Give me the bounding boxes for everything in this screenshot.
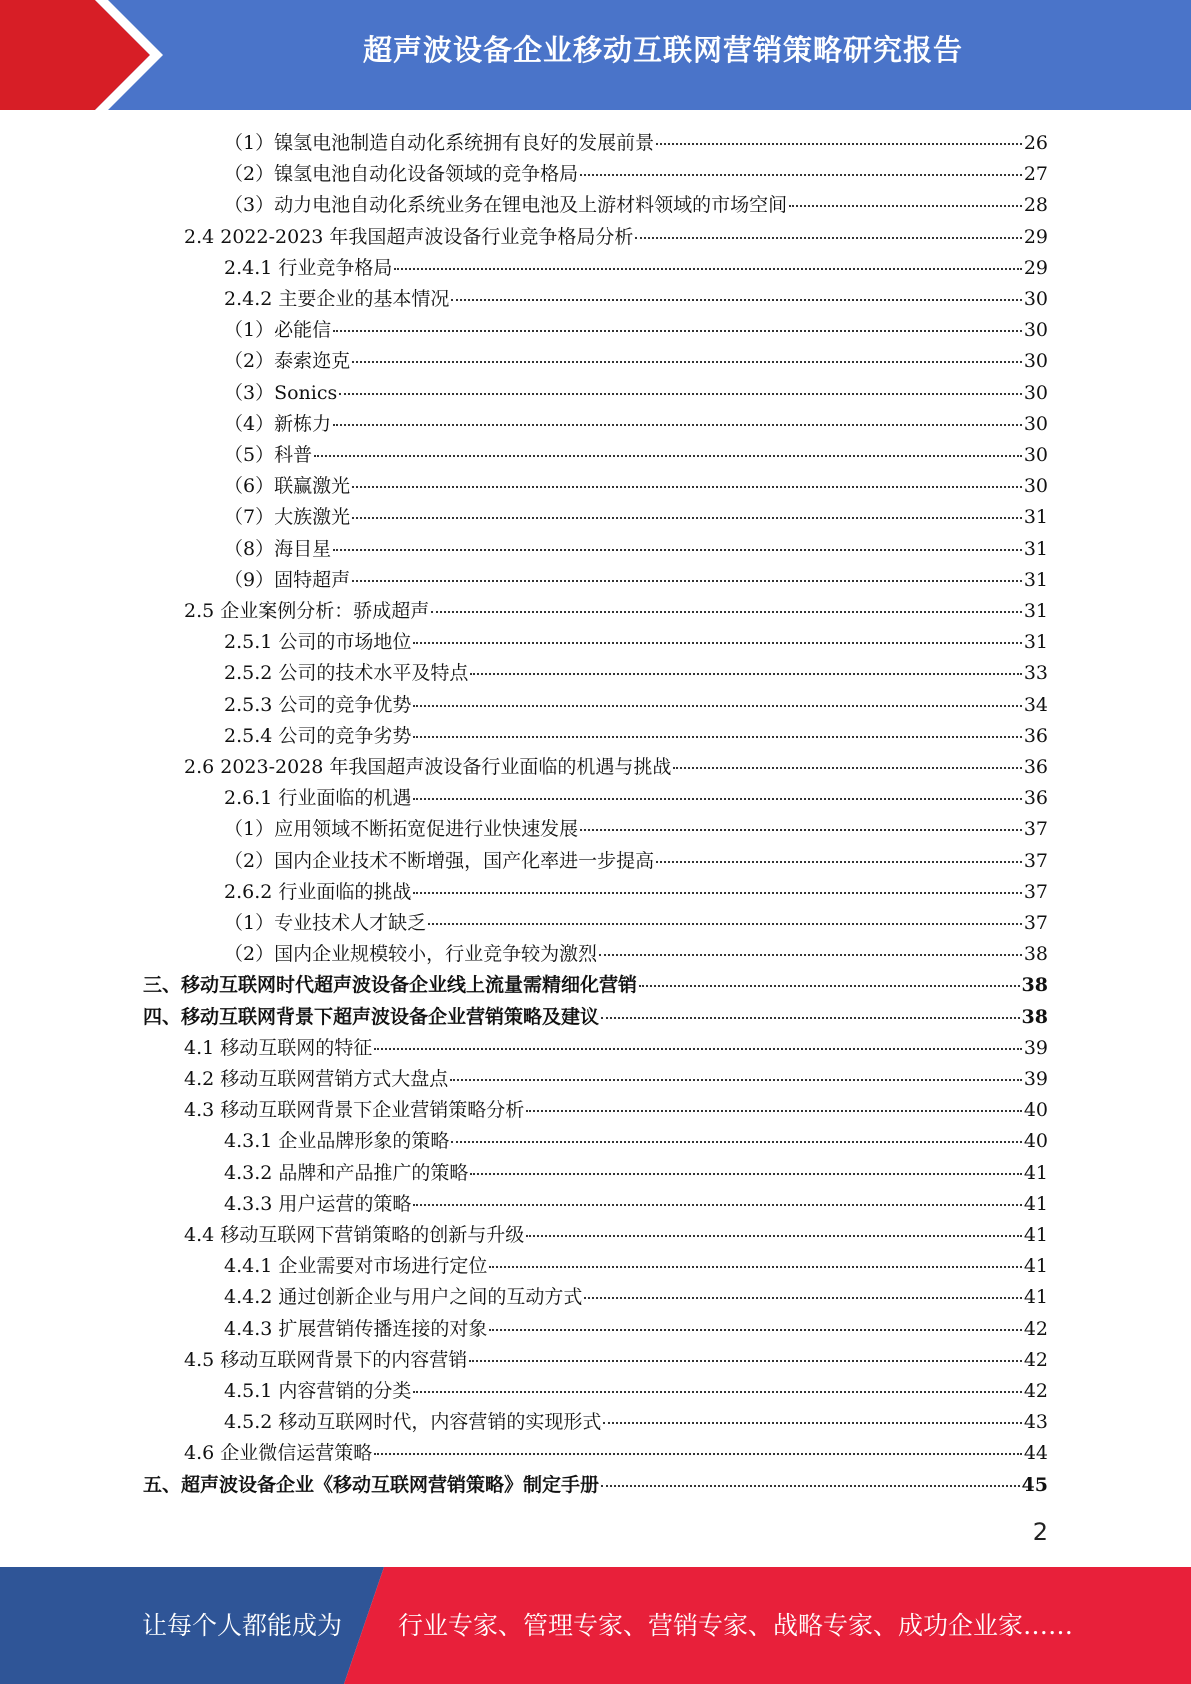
toc-entry-row [184,1438,1048,1469]
toc-entry-title: （8）海目星 [224,537,332,560]
toc-entry-row [224,1251,1048,1282]
toc-entry-title: （1）镍氢电池制造自动化系统拥有良好的发展前景 [224,132,655,154]
toc-entry[interactable] [0,378,1191,409]
toc-entry[interactable] [0,627,1191,658]
toc-entry-page: 37 [1023,849,1048,872]
toc-entry-page: 40 [1023,1099,1048,1122]
toc-entry-row [184,1064,1048,1095]
toc-entry-title: （2）国内企业技术不断增强，国产化率进一步提高 [224,849,655,872]
toc-entry-title: （1）应用领域不断拓宽促进行业快速发展 [224,818,579,841]
toc-entry-title: 2.5.1 公司的市场地位 [224,631,412,654]
toc-entry-title: 2.5.2 公司的技术水平及特点 [224,662,469,685]
toc-entry-row [224,1189,1048,1220]
toc-entry-title: 4.4.1 企业需要对市场进行定位 [224,1255,488,1278]
toc-entry-title: （4）新栋力 [224,412,332,435]
toc-entry-page: 31 [1023,631,1048,654]
toc-entry-page: 36 [1023,787,1048,810]
toc-entry[interactable] [0,409,1191,440]
toc-entry-page: 41 [1023,1161,1048,1184]
toc-dot-leader [656,861,1022,863]
toc-entry-title: 4.3.3 用户运营的策略 [224,1192,412,1215]
toc-entry-title: （2）国内企业规模较小，行业竞争较为激烈 [224,943,598,966]
toc-dot-leader [469,1360,1022,1362]
toc-entry-page: 31 [1023,568,1048,591]
toc-entry-page: 45 [1021,1473,1048,1496]
toc-entry-page: 29 [1023,225,1048,248]
toc-entry-row [224,1314,1048,1345]
toc-entry-title: （7）大族激光 [224,506,351,529]
toc-entry-page: 31 [1023,506,1048,529]
report-title: 超声波设备企业移动互联网营销策略研究报告 [362,33,963,67]
toc-entry[interactable] [0,190,1191,221]
toc-entry-page: 31 [1023,600,1048,622]
toc-entry-row [224,908,1048,939]
toc-entry-page: 38 [1023,943,1048,966]
toc-dot-leader [431,611,1022,613]
toc-dot-leader [352,486,1022,488]
toc-entry-row [184,222,1048,253]
toc-entry-page: 36 [1023,756,1048,778]
toc-dot-leader [580,174,1022,176]
toc-entry-title: （1）必能信 [224,319,332,342]
toc-entry-row [184,1033,1048,1064]
toc-entry[interactable] [0,939,1191,970]
toc-entry-title: 4.4.2 通过创新企业与用户之间的互动方式 [224,1286,583,1309]
toc-entry[interactable] [0,502,1191,533]
toc-entry-row [143,1470,1048,1501]
toc-entry-title: 2.4.2 主要企业的基本情况 [224,288,450,310]
toc-entry-row [184,752,1048,783]
toc-entry[interactable] [0,284,1191,315]
toc-entry-row [224,565,1048,596]
toc-entry[interactable] [0,1002,1191,1033]
toc-entry-page: 37 [1023,818,1048,841]
toc-dot-leader [601,1485,1020,1487]
toc-entry-title: 4.2 移动互联网营销方式大盘点 [184,1068,449,1090]
toc-entry-page: 34 [1023,693,1048,716]
toc-entry-page: 33 [1023,662,1048,685]
toc-dot-leader [333,549,1022,551]
toc-entry-row [224,783,1048,814]
toc-entry-row [224,1407,1048,1438]
toc-entry[interactable] [0,1220,1191,1251]
toc-entry[interactable] [0,877,1191,908]
toc-entry-page: 42 [1023,1348,1048,1371]
toc-entry-page: 42 [1023,1317,1048,1340]
toc-entry-row [224,378,1048,409]
toc-entry-page: 26 [1023,132,1048,154]
toc-dot-leader [413,1391,1021,1393]
toc-dot-leader [584,1297,1021,1299]
toc-entry-page: 39 [1023,1036,1048,1059]
toc-entry-row [224,939,1048,970]
toc-entry-title: 4.5 移动互联网背景下的内容营销 [184,1348,468,1371]
toc-entry-title: （3）动力电池自动化系统业务在锂电池及上游材料领域的市场空间 [224,194,788,217]
toc-entry-title: 2.5.4 公司的竞争劣势 [224,724,412,747]
toc-dot-leader [451,1141,1021,1143]
toc-entry-title: 4.5.2 移动互联网时代，内容营销的实现形式 [224,1411,602,1434]
toc-dot-leader [394,268,1021,270]
toc-entry[interactable] [0,1033,1191,1064]
toc-entry[interactable] [0,1470,1191,1501]
toc-entry-title: 4.3.1 企业品牌形象的策略 [224,1130,450,1153]
toc-entry-page: 30 [1023,444,1048,466]
toc-entry[interactable] [0,1282,1191,1313]
toc-entry-page: 30 [1023,350,1048,373]
toc-entry-row [184,1345,1048,1376]
toc-entry-title: （1）专业技术人才缺乏 [224,912,427,934]
toc-entry-title: （5）科普 [224,444,313,466]
toc-entry-page: 41 [1023,1192,1048,1215]
toc-entry-page: 41 [1023,1255,1048,1278]
toc-entry-row [224,471,1048,502]
report-header [0,0,1191,110]
toc-entry-row [224,1126,1048,1157]
toc-dot-leader [374,1453,1022,1455]
toc-dot-leader [413,736,1021,738]
toc-entry-page: 30 [1023,319,1048,342]
toc-entry[interactable] [0,440,1191,471]
toc-entry[interactable] [0,346,1191,377]
toc-entry[interactable] [0,1345,1191,1376]
toc-entry[interactable] [0,222,1191,253]
toc-entry[interactable] [0,783,1191,814]
toc-entry-page: 37 [1023,912,1048,934]
toc-entry[interactable] [0,1407,1191,1438]
toc-entry-row [224,1158,1048,1189]
toc-entry-row [143,970,1048,1001]
report-footer [0,1567,1191,1684]
toc-dot-leader [526,1235,1022,1237]
toc-entry[interactable] [0,1251,1191,1282]
toc-entry-row [224,534,1048,565]
toc-entry-title: 4.6 企业微信运营策略 [184,1442,373,1465]
toc-entry-page: 29 [1023,256,1048,279]
toc-entry[interactable] [0,690,1191,721]
toc-entry-title: 2.5 企业案例分析：骄成超声 [184,600,430,622]
toc-entry-row [224,1282,1048,1313]
toc-entry-title: 2.4 2022-2023 年我国超声波设备行业竞争格局分析 [184,225,634,248]
toc-entry[interactable] [0,128,1191,159]
toc-dot-leader [450,1079,1022,1081]
toc-entry-row [224,315,1048,346]
toc-entry-title: （2）镍氢电池自动化设备领域的竞争格局 [224,163,579,186]
toc-entry-row [224,409,1048,440]
toc-entry-row [143,1002,1048,1033]
toc-entry-title: 4.4 移动互联网下营销策略的创新与升级 [184,1224,525,1246]
toc-entry-title: （3）Sonics [224,381,338,404]
toc-dot-leader [603,1422,1021,1424]
toc-entry[interactable] [0,1189,1191,1220]
toc-dot-leader [413,642,1021,644]
toc-dot-leader [601,1017,1020,1019]
toc-entry-row [224,346,1048,377]
toc-dot-leader [352,361,1022,363]
toc-entry-page: 27 [1023,163,1048,186]
toc-entry-page: 28 [1023,194,1048,217]
toc-dot-leader [489,1266,1021,1268]
toc-dot-leader [599,954,1022,956]
toc-entry-row [224,502,1048,533]
toc-entry-title: 四、移动互联网背景下超声波设备企业营销策略及建议 [143,1005,600,1028]
toc-entry-row [224,128,1048,159]
toc-entry[interactable] [0,534,1191,565]
toc-entry[interactable] [0,752,1191,783]
toc-entry-title: （6）联赢激光 [224,475,351,498]
toc-entry[interactable] [0,1126,1191,1157]
toc-entry[interactable] [0,253,1191,284]
page-number: 2 [1032,1518,1048,1546]
toc-entry-page: 30 [1023,412,1048,435]
toc-entry-page: 42 [1023,1380,1048,1402]
toc-dot-leader [428,923,1022,925]
toc-entry[interactable] [0,471,1191,502]
toc-dot-leader [413,1204,1021,1206]
toc-entry[interactable] [0,1095,1191,1126]
toc-entry[interactable] [0,159,1191,190]
toc-entry[interactable] [0,658,1191,689]
toc-dot-leader [352,580,1022,582]
toc-entry-row [224,814,1048,845]
toc-entry-title: （2）泰索迩克 [224,350,351,373]
toc-entry-title: 三、移动互联网时代超声波设备企业线上流量需精细化营销 [143,974,638,997]
toc-dot-leader [374,1048,1022,1050]
toc-entry-row [224,1376,1048,1407]
toc-entry-page: 38 [1021,974,1048,997]
toc-entry-title: 2.5.3 公司的竞争优势 [224,693,412,716]
toc-entry-page: 41 [1023,1286,1048,1309]
toc-entry-row [184,596,1048,627]
toc-dot-leader [352,517,1022,519]
toc-dot-leader [413,798,1021,800]
toc-entry-row [224,658,1048,689]
toc-entry-row [184,1095,1048,1126]
toc-dot-leader [413,892,1021,894]
toc-dot-leader [470,1173,1021,1175]
toc-entry-title: 4.3 移动互联网背景下企业营销策略分析 [184,1099,525,1122]
toc-dot-leader [656,143,1022,145]
toc-entry-row [224,159,1048,190]
toc-entry-title: （9）固特超声 [224,568,351,591]
toc-entry[interactable] [0,596,1191,627]
toc-entry[interactable] [0,1158,1191,1189]
toc-entry-page: 43 [1023,1411,1048,1434]
toc-entry-row [224,284,1048,315]
toc-entry-title: 五、超声波设备企业《移动互联网营销策略》制定手册 [143,1473,600,1496]
toc-entry-page: 37 [1023,880,1048,903]
toc-entry-row [224,440,1048,471]
toc-entry[interactable] [0,315,1191,346]
footer-slogan-right: 行业专家、管理专家、营销专家、战略专家、成功企业家…… [398,1611,1074,1640]
toc-dot-leader [789,205,1022,207]
toc-entry[interactable] [0,1438,1191,1469]
toc-dot-leader [333,424,1022,426]
toc-entry-page: 41 [1023,1224,1048,1246]
toc-entry[interactable] [0,1064,1191,1095]
toc-entry-page: 39 [1023,1068,1048,1090]
toc-dot-leader [339,393,1022,395]
toc-entry[interactable] [0,970,1191,1001]
toc-entry[interactable] [0,846,1191,877]
toc-entry-title: 2.6.1 行业面临的机遇 [224,787,412,810]
toc-entry-page: 30 [1023,381,1048,404]
toc-dot-leader [489,1329,1021,1331]
toc-entry-row [224,190,1048,221]
toc-entry-title: 4.1 移动互联网的特征 [184,1036,373,1059]
toc-entry[interactable] [0,721,1191,752]
toc-dot-leader [580,829,1022,831]
toc-entry[interactable] [0,814,1191,845]
toc-entry[interactable] [0,908,1191,939]
toc-entry-page: 30 [1023,288,1048,310]
toc-entry-title: 4.3.2 品牌和产品推广的策略 [224,1161,469,1184]
toc-dot-leader [451,299,1021,301]
toc-entry-title: 4.5.1 内容营销的分类 [224,1380,412,1402]
toc-entry-row [224,877,1048,908]
toc-entry-row [224,721,1048,752]
footer-slogan-left: 让每个人都能成为 [142,1611,343,1640]
toc-entry-row [224,253,1048,284]
toc-entry-title: 2.6 2023-2028 年我国超声波设备行业面临的机遇与挑战 [184,756,672,778]
toc-entry[interactable] [0,1314,1191,1345]
toc-dot-leader [639,985,1020,987]
toc-entry-page: 36 [1023,724,1048,747]
toc-entry-page: 40 [1023,1130,1048,1153]
toc-dot-leader [635,237,1021,239]
toc-entry[interactable] [0,565,1191,596]
toc-entry-title: 4.4.3 扩展营销传播连接的对象 [224,1317,488,1340]
toc-entry-row [224,627,1048,658]
toc-dot-leader [413,705,1021,707]
toc-entry-page: 31 [1023,537,1048,560]
toc-dot-leader [673,767,1021,769]
toc-entry-page: 30 [1023,475,1048,498]
toc-entry-page: 44 [1023,1442,1048,1465]
toc-dot-leader [333,330,1022,332]
toc-entry-row [224,690,1048,721]
toc-dot-leader [526,1110,1022,1112]
toc-entry-row [184,1220,1048,1251]
toc-entry-row [224,846,1048,877]
toc-entry-title: 2.4.1 行业竞争格局 [224,256,393,279]
toc-entry[interactable] [0,1376,1191,1407]
toc-entry-page: 38 [1021,1005,1048,1028]
toc-dot-leader [470,673,1021,675]
toc-entry-title: 2.6.2 行业面临的挑战 [224,880,412,903]
toc-dot-leader [314,455,1022,457]
